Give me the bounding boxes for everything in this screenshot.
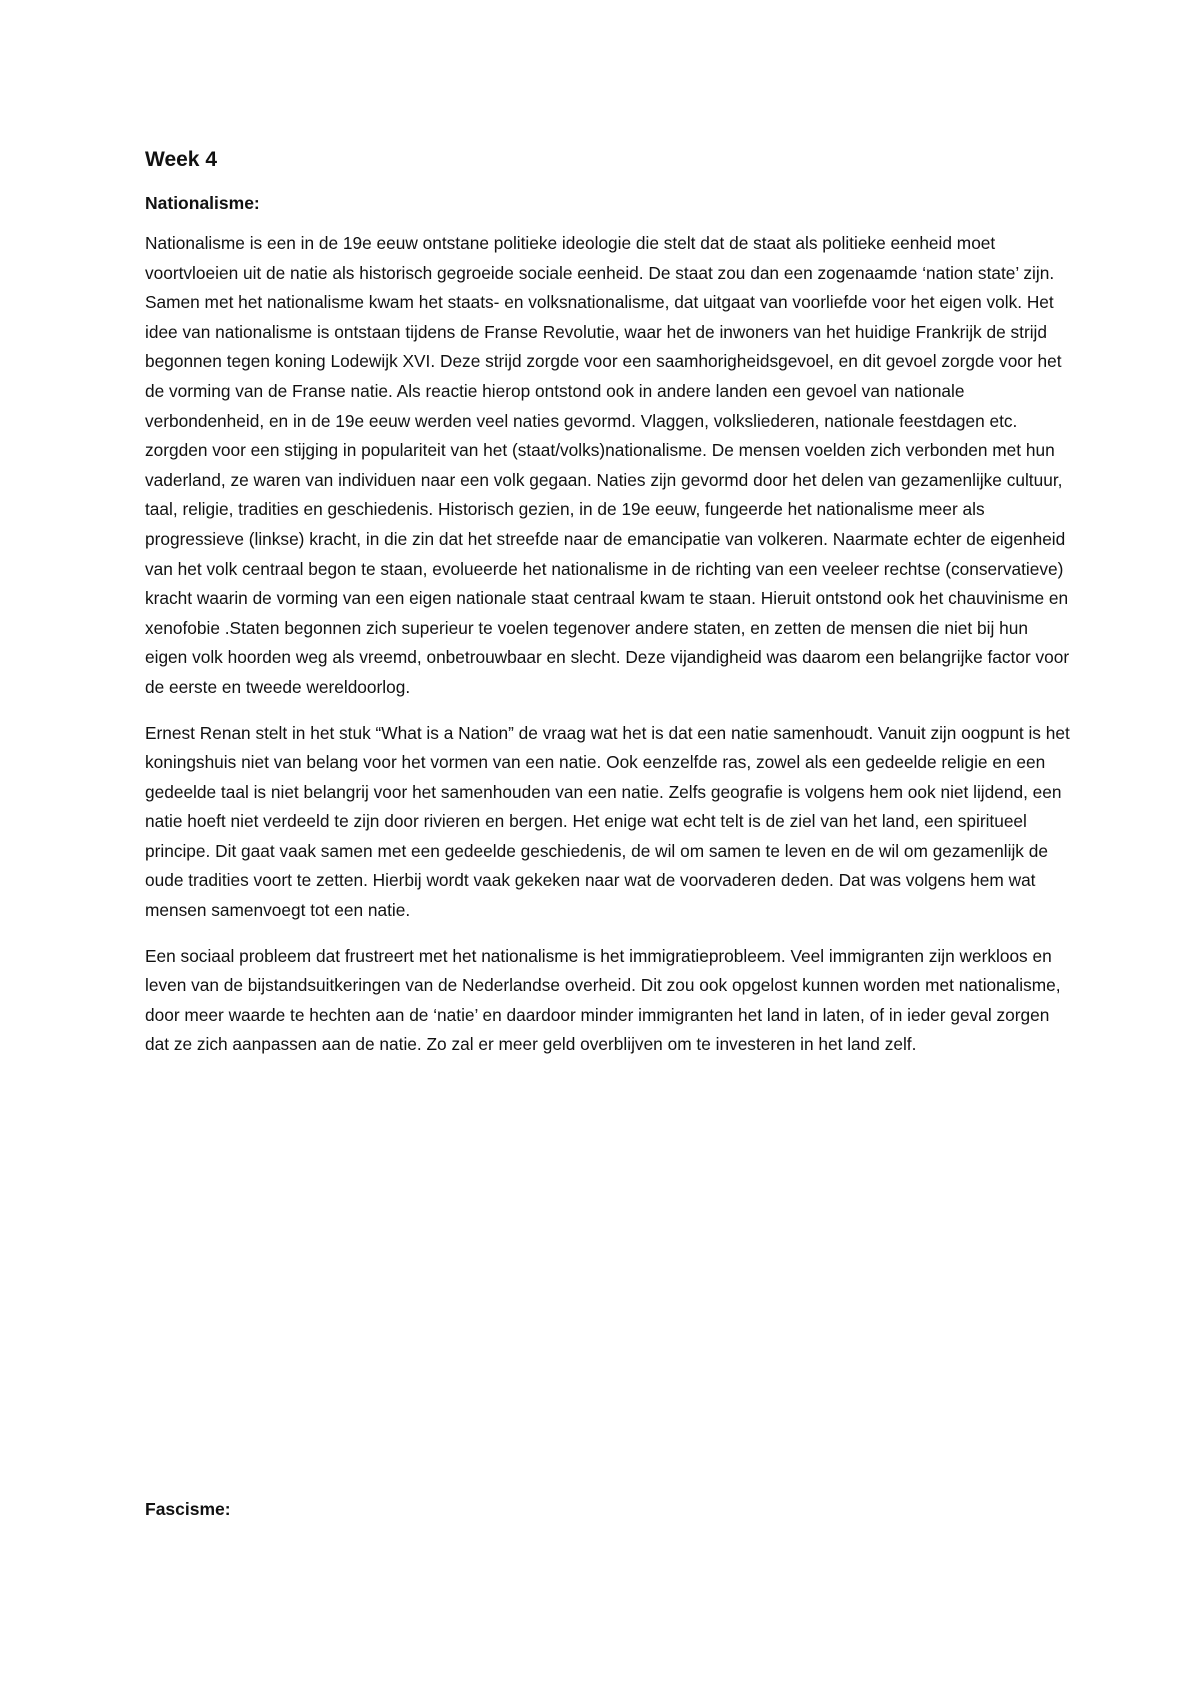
section-heading-fascisme: Fascisme: [145,1499,231,1519]
paragraph-immigratie: Een sociaal probleem dat frustreert met het nationalisme is het immigratieprobleem. Veel immigranten zijn werkloos en leven van de bijstandsuitkeringen van de Nederlandse overheid. Dit zou ook opgelost kunnen worden met nationalisme, door meer waarde te hechten aan de ‘natie’ en daardoor minder immigranten het land in laten, of in ieder geval zorgen dat ze zich aanpassen aan de natie. Zo zal er meer geld overblijven om te investeren in het land zelf. [145,945,1061,1055]
paragraph-nationalisme-definition: Nationalisme is een in de 19e eeuw ontstane politieke ideologie die stelt dat de staat als politieke eenheid moet voortvloeien uit de natie als historisch gegroeide sociale eenheid. De staat zou dan een zogenaamde ‘nation state’ zijn. Samen met het nationalisme kwam het staats- en volksnationalisme, dat uitgaat van voorliefde voor het eigen volk. Het idee van nationalisme is ontstaan tijdens de Franse Revolutie, waar het de inwoners van het huidige Frankrijk de strijd begonnen tegen koning Lodewijk XVI. Deze strijd zorgde voor een saamhorigheidsgevoel, en dit gevoel zorgde voor het de vorming van de Franse natie. Als reactie hierop ontstond ook in andere landen een gevoel van nationale verbondenheid, en in de 19e eeuw werden veel naties gevormd. Vlaggen, volksliederen, nationale feestdagen etc. zorgden voor een stijging in populariteit van het (staat/volks)nationalisme. De mensen voelden zich verbonden met hun vaderland, ze waren van individuen naar een volk gegaan. Naties zijn gevormd door het delen van gezamenlijke cultuur, taal, religie, tradities en geschiedenis. Historisch gezien, in de 19e eeuw, fungeerde het nationalisme meer als progressieve (linkse) kracht, in die zin dat het streefde naar de emancipatie van volkeren. Naarmate echter de eigenheid van het volk centraal begon te staan, evolueerde het nationalisme in de richting van een veeleer rechtse (conservatieve) kracht waarin de vorming van een eigen nationale staat centraal kwam te staan. Hieruit ontstond ook het chauvinisme en xenofobie .Staten begonnen zich superieur te voelen tegenover andere staten, en zetten de mensen die niet bij hun eigen volk hoorden weg als vreemd, onbetrouwbaar en slecht. Deze vijandigheid was daarom een belangrijke factor voor de eerste en tweede wereldoorlog. [145,233,1070,697]
document-content [145,146,1070,1076]
section-heading-nationalisme: Nationalisme: [145,193,260,213]
document-title: Week 4 [145,148,217,171]
paragraph-renan: Ernest Renan stelt in het stuk “What is a Nation” de vraag wat het is dat een natie samenhoudt. Vanuit zijn oogpunt is het koningshuis niet van belang voor het vormen van een natie. Ook eenzelfde ras, zowel als een gedeelde religie en een gedeelde taal is niet belangrij voor het samenhouden van een natie. Zelfs geografie is volgens hem ook niet lijdend, een natie hoeft niet verdeeld te zijn door rivieren en bergen. Het enige wat echt telt is de ziel van het land, een spiritueel principe. Dit gaat vaak samen met een gedeelde geschiedenis, de wil om samen te leven en de wil om gezamenlijk de oude tradities voort te zetten. Hierbij wordt vaak gekeken naar wat de voorvaderen deden. Dat was volgens hem wat mensen samenvoegt tot een natie. [145,722,1070,921]
